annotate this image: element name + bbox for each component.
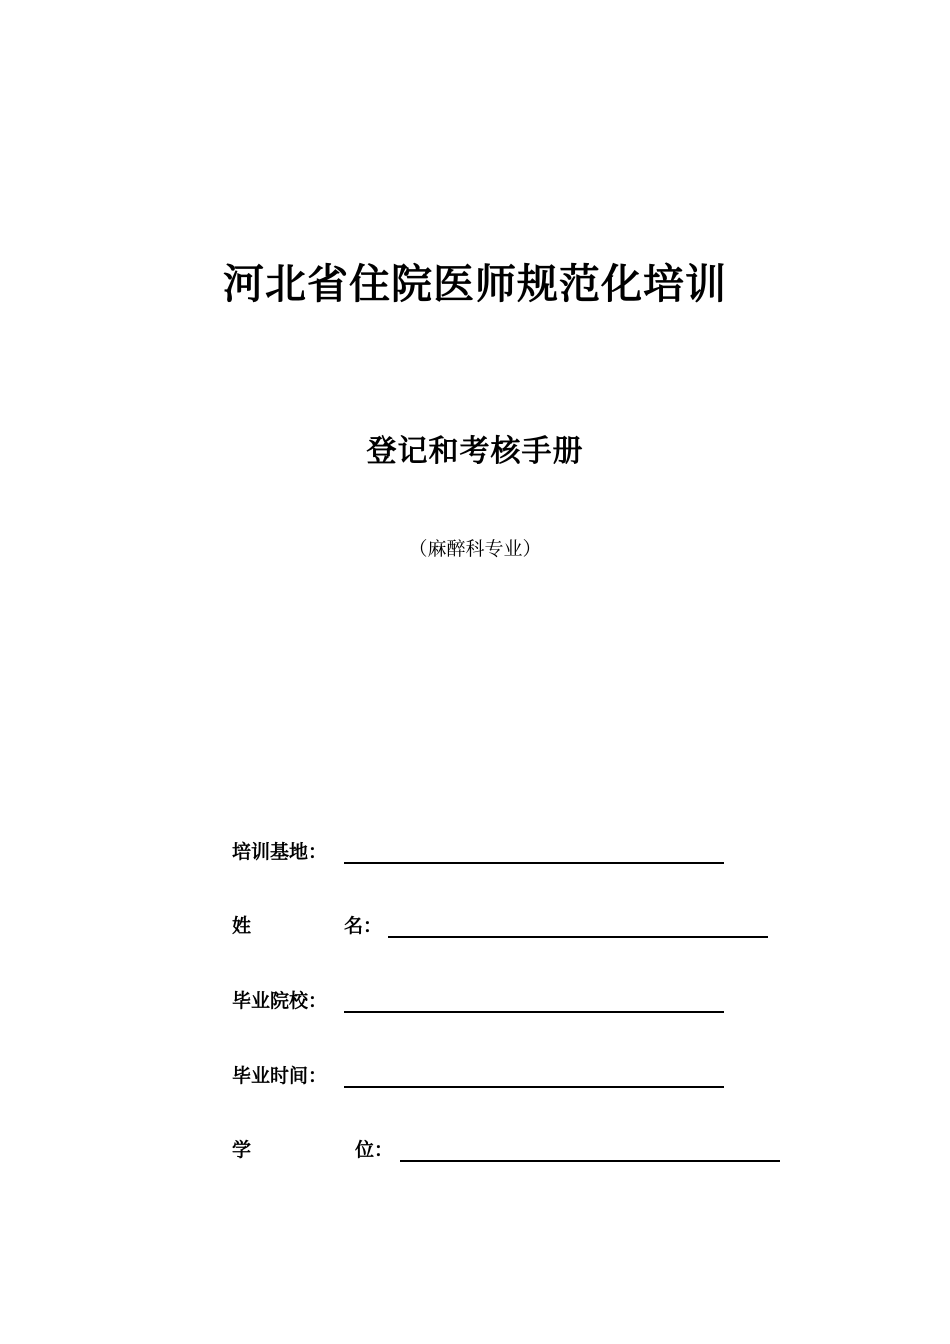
graduate-school-label: 毕业院校： [232,990,328,1012]
graduate-school-field [232,986,727,1016]
document-subtitle: 登记和考核手册 [366,434,584,469]
degree-field [232,1135,784,1165]
specialty-label: （麻醉科专业） [408,538,542,560]
graduation-time-input-line[interactable] [344,1086,724,1088]
name-label-part-1: 姓 [232,915,252,937]
graduation-time-field [232,1061,727,1091]
training-base-label: 培训基地： [232,841,328,863]
document-title: 河北省住院医师规范化培训 [223,260,727,308]
training-base-input-line[interactable] [344,862,724,864]
degree-label-part-2: 位： [355,1139,394,1161]
name-field [232,911,772,941]
degree-input-line[interactable] [400,1160,780,1162]
graduate-school-input-line[interactable] [344,1011,724,1013]
name-input-line[interactable] [388,936,768,938]
graduation-time-label: 毕业时间： [232,1065,328,1087]
name-label-part-2: 名： [344,915,383,937]
training-base-field [232,837,727,867]
degree-label-part-1: 学 [232,1139,252,1161]
